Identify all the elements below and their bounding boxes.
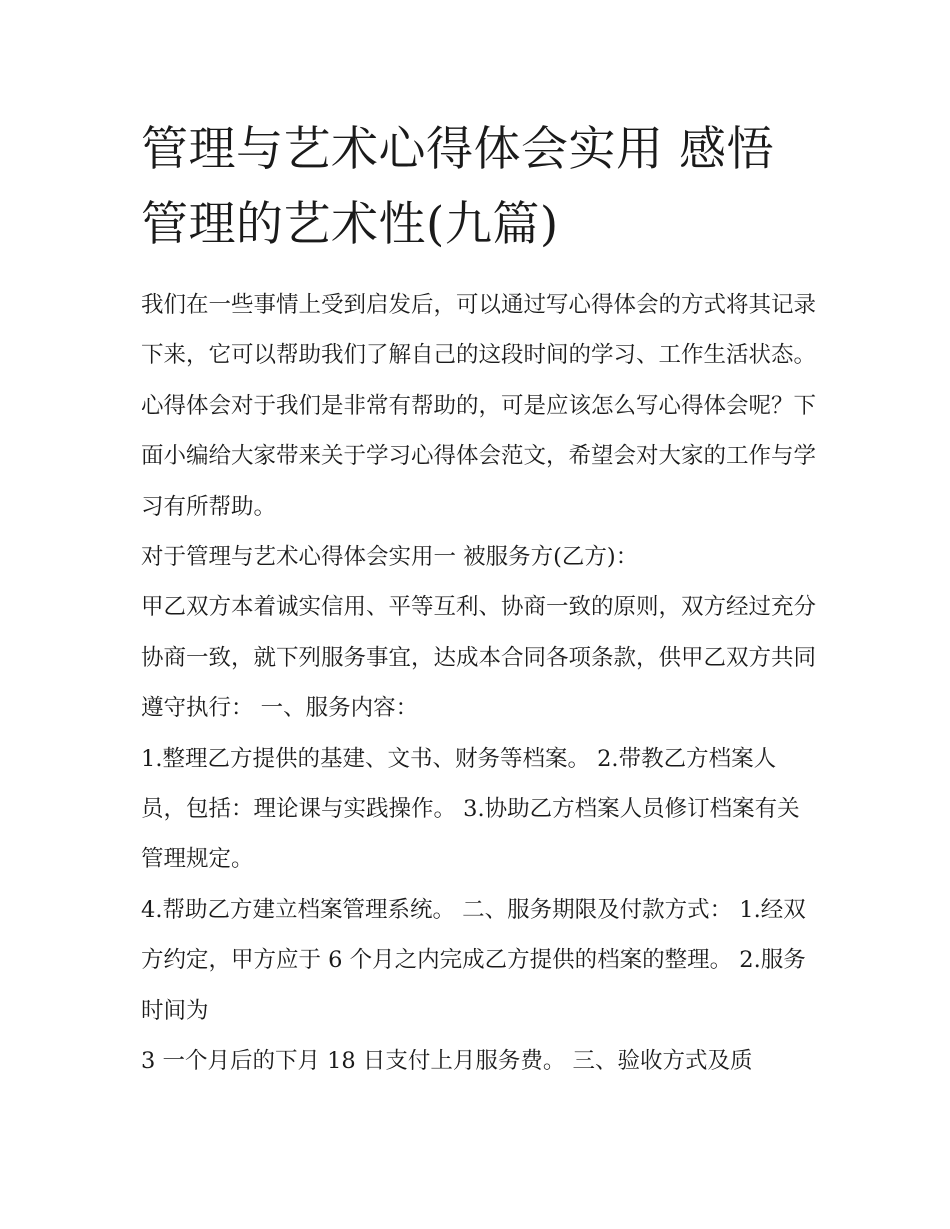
paragraph-principles: 甲乙双方本着诚实信用、平等互利、协商一致的原则，双方经过充分协商一致，就下列服务事宜，达成本合同各项条款，供甲乙双方共同遵守执行： 一、服务内容： [141,594,817,722]
document-page [141,112,816,1087]
paragraph-section-heading: 对于管理与艺术心得体会实用一 被服务方(乙方)： [141,544,639,571]
document-title: 管理与艺术心得体会实用 感悟管理的艺术性(九篇) [141,122,774,252]
paragraph-service-term: 4.帮助乙方建立档案管理系统。 二、服务期限及付款方式： 1.经双方约定，甲方应于 6 个月之内完成乙方提供的档案的整理。 2.服务时间为 [141,896,806,1024]
paragraph-payment: 3 一个月后的下月 18 日支付上月服务费。 三、验收方式及质 [141,1048,753,1075]
paragraph-service-items: 1.整理乙方提供的基建、文书、财务等档案。 2.带教乙方档案人员，包括：理论课与实践操作。 3.协助乙方档案人员修订档案有关管理规定。 [141,745,800,873]
paragraph-intro: 我们在一些事情上受到启发后，可以通过写心得体会的方式将其记录下来，它可以帮助我们了解自己的这段时间的学习、工作生活状态。心得体会对于我们是非常有帮助的，可是应该怎么写心得体会呢？下面小编给大家带来关于学习心得体会范文，希望会对大家的工作与学习有所帮助。 [141,292,817,520]
